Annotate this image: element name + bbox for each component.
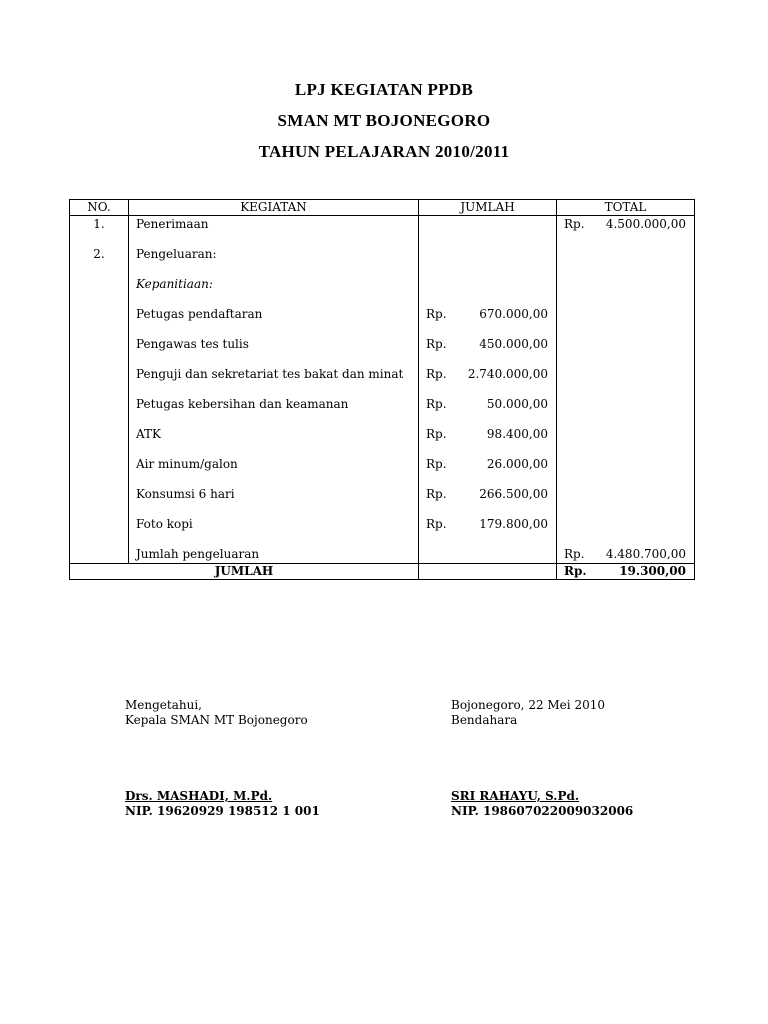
amount-value [466,216,548,246]
doc-title-line3: TAHUN PELAJARAN 2010/2011 [258,142,510,161]
col-header-jumlah: JUMLAH [419,200,557,216]
no-column [70,216,129,564]
currency-label: Rp. [426,487,447,501]
jumlah-cell [419,516,556,546]
total-value [604,456,686,486]
currency-label [426,216,466,246]
signatory-nip: NIP. 198607022009032006 [451,804,634,818]
grand-total-empty-cell [419,564,557,580]
currency-label [564,306,604,336]
signature-block-left [125,698,320,819]
currency-label: Rp. [426,457,447,471]
signatory-name: Drs. MASHADI, M.Pd. [125,789,273,803]
total-cell [557,366,694,396]
doc-title-line1: LPJ KEGIATAN PPDB [294,80,474,99]
currency-label [426,276,466,306]
currency-label [564,336,604,366]
total-value [604,306,686,336]
kegiatan-cell: Petugas kebersihan dan keamanan [136,397,349,411]
no-cell [70,276,128,306]
no-cell [70,396,128,426]
total-value [604,366,686,396]
total-value [604,246,686,276]
currency-label [564,246,604,276]
no-cell [70,306,128,336]
currency-label: Rp. [426,367,447,381]
table-body-row [70,216,695,564]
currency-label [564,426,604,456]
total-value [604,486,686,516]
kegiatan-cell: Penguji dan sekretariat tes bakat dan minat [136,367,404,381]
signature-space [125,728,320,789]
total-cell [557,516,694,546]
no-cell: 2. [93,247,105,261]
signature-block-right [451,698,633,819]
jumlah-cell [419,306,556,336]
currency-label [564,486,604,516]
total-value: 4.480.700,00 [605,547,686,561]
jumlah-cell [419,246,556,276]
signature-space [451,728,633,789]
amount-value: 179.800,00 [479,517,548,531]
currency-label: Rp. [564,564,587,578]
signatory-nip: NIP. 19620929 198512 1 001 [125,804,320,818]
grand-total-label: JUMLAH [70,564,419,580]
total-value [604,426,686,456]
col-header-kegiatan: KEGIATAN [129,200,419,216]
currency-label: Rp. [426,337,447,351]
currency-label: Rp. [426,517,447,531]
grand-total-cell [557,564,695,580]
total-value: 4.500.000,00 [605,217,686,231]
kegiatan-cell: Pengeluaran: [136,247,217,261]
currency-label: Rp. [426,427,447,441]
amount-value: 450.000,00 [479,337,548,351]
currency-label [564,456,604,486]
jumlah-cell [419,546,556,563]
kegiatan-cell: Konsumsi 6 hari [136,487,235,501]
kegiatan-cell: Kepanitiaan: [136,277,213,291]
grand-total-row [70,564,695,580]
place-date-label: Bojonegoro, 22 Mei 2010 [451,698,605,712]
total-cell [557,486,694,516]
total-cell [557,246,694,276]
total-cell [557,216,694,246]
currency-label [564,396,604,426]
jumlah-cell [419,396,556,426]
total-value [604,516,686,546]
no-cell [70,456,128,486]
total-cell [557,276,694,306]
no-cell [70,426,128,456]
amount-value: 26.000,00 [486,457,548,471]
no-cell [70,486,128,516]
doc-title-line2: SMAN MT BOJONEGORO [277,111,491,130]
amount-value: 50.000,00 [486,397,548,411]
jumlah-cell [419,426,556,456]
jumlah-cell [419,456,556,486]
jumlah-cell [419,486,556,516]
amount-value [466,246,548,276]
kegiatan-cell: Penerimaan [136,217,209,231]
grand-total-value: 19.300,00 [619,564,686,578]
amount-value: 98.400,00 [486,427,548,441]
position-label: Kepala SMAN MT Bojonegoro [125,713,308,727]
signatory-name: SRI RAHAYU, S.Pd. [451,789,580,803]
total-cell [557,426,694,456]
grand-total-amount [557,564,694,578]
amount-value: 2.740.000,00 [467,367,548,381]
total-cell [557,306,694,336]
total-cell [557,396,694,426]
total-value [604,276,686,306]
currency-label: Rp. [564,547,585,561]
currency-label: Rp. [426,307,447,321]
lpj-table [69,199,695,580]
currency-label [564,366,604,396]
jumlah-cell [419,216,556,246]
no-cell [70,336,128,366]
total-cell [557,456,694,486]
amount-value: 266.500,00 [479,487,548,501]
currency-label: Rp. [564,217,585,231]
total-value [604,396,686,426]
kegiatan-cell: Jumlah pengeluaran [136,547,260,561]
jumlah-column [419,216,557,564]
currency-label [426,546,466,563]
kegiatan-cell: Petugas pendaftaran [136,307,263,321]
amount-value [466,546,548,563]
jumlah-cell [419,276,556,306]
jumlah-cell [419,366,556,396]
kegiatan-column [129,216,419,564]
total-column [557,216,695,564]
amount-value: 670.000,00 [479,307,548,321]
no-cell [70,546,128,563]
no-cell: 1. [93,217,105,231]
table-header-row [70,200,695,216]
kegiatan-cell: Pengawas tes tulis [136,337,249,351]
col-header-no: NO. [70,200,129,216]
kegiatan-cell: ATK [136,427,161,441]
position-label: Bendahara [451,713,518,727]
total-cell [557,546,694,563]
no-cell [70,516,128,546]
jumlah-cell [419,336,556,366]
currency-label [564,276,604,306]
no-cell [70,366,128,396]
currency-label [564,516,604,546]
currency-label [426,246,466,276]
currency-label: Rp. [426,397,447,411]
acknowledge-label: Mengetahui, [125,698,202,712]
kegiatan-cell: Air minum/galon [136,457,238,471]
total-cell [557,336,694,366]
col-header-total: TOTAL [557,200,695,216]
kegiatan-cell: Foto kopi [136,517,193,531]
amount-value [466,276,548,306]
total-value [604,336,686,366]
